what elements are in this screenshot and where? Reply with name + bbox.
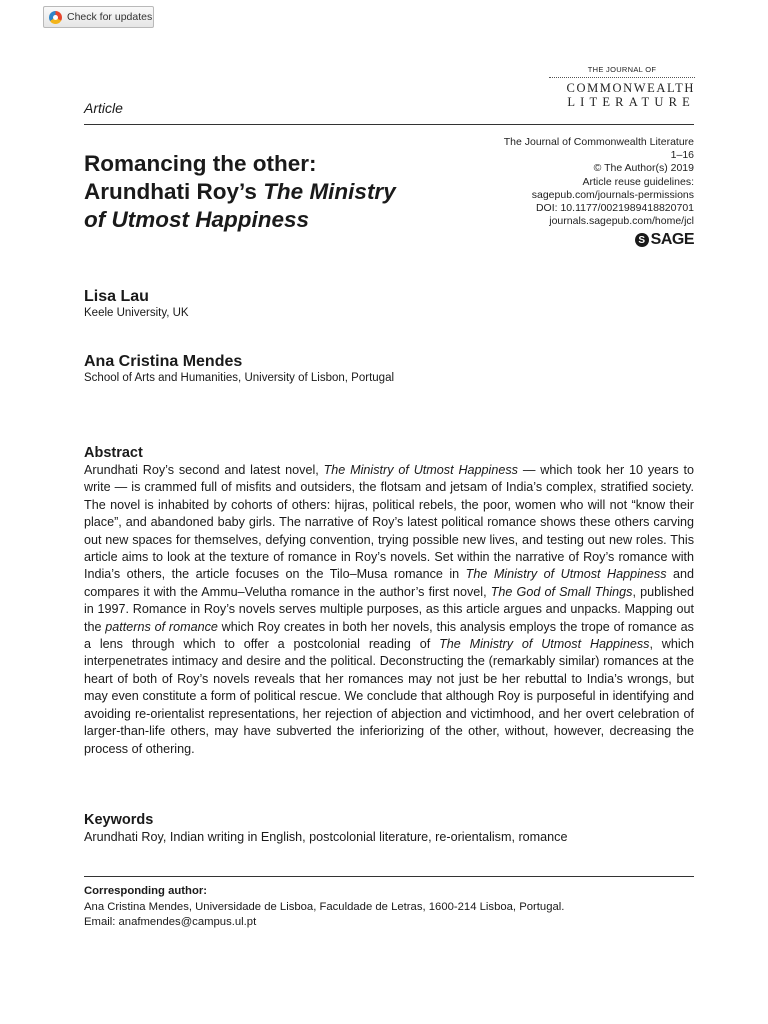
author-name: Lisa Lau xyxy=(84,288,149,305)
abstract-italic: The God of Small Things xyxy=(490,584,633,599)
abstract-seg: Arundhati Roy’s second and latest novel, xyxy=(84,463,324,477)
keywords-section xyxy=(84,812,694,846)
footnote-rule xyxy=(84,876,694,877)
corresponding-author xyxy=(84,884,694,931)
keywords-text: Arundhati Roy, Indian writing in English, postcolonial literature, re-orientalism, romance xyxy=(84,830,568,844)
article-title xyxy=(84,150,484,234)
publisher-name: SAGE xyxy=(650,231,694,248)
publication-metadata xyxy=(434,136,694,228)
abstract-seg: — which took her 10 years to write — is crammed full of misfits and outsiders, the flotsam and jetsam of India’s complex, stratified society. The novel is inhabited by cohorts of others: hijras, political rebels, the poor, women who will not “know their place”, and abandoned baby girls. The narrative of Roy’s latest political romance shows these others carving out new spaces for themselves, defying convention, trying possible new lives, and testing out new roles. This article aims to look at the texture of romance in Roy’s novels. Set within the narrative of Roy’s romance with India’s others, the article focuses on the Tilo–Musa romance in xyxy=(84,463,695,582)
abstract-italic: The Ministry of Utmost Happiness xyxy=(465,567,667,582)
masthead-line1: COMMONWEALTH xyxy=(566,81,695,95)
author-affiliation: Keele University, UK xyxy=(84,307,189,319)
reuse-guidelines: Article reuse guidelines: xyxy=(582,175,694,188)
title-part2: Arundhati Roy’s xyxy=(84,179,264,204)
title-italic2: of Utmost Happiness xyxy=(84,207,310,232)
abstract-text xyxy=(84,462,694,758)
corresponding-address: Ana Cristina Mendes, Universidade de Lisboa, Faculdade de Letras, 1600-214 Lisboa, Portugal. xyxy=(84,900,565,913)
header-rule xyxy=(84,124,694,125)
sage-icon: S xyxy=(635,233,649,247)
abstract-heading: Abstract xyxy=(84,445,143,461)
check-for-updates-button[interactable] xyxy=(43,6,154,28)
abstract-italic: The Ministry of Utmost Happiness xyxy=(323,463,518,477)
permissions-link[interactable]: sagepub.com/journals-permissions xyxy=(531,188,694,201)
journal-masthead xyxy=(535,65,695,109)
crossmark-icon xyxy=(49,11,62,24)
abstract-seg: and compares it with the Ammu–Velutha romance in the author’s first novel, xyxy=(84,567,695,599)
journal-home-link[interactable]: journals.sagepub.com/home/jcl xyxy=(549,215,694,228)
title-part1: Romancing the other: xyxy=(84,151,317,176)
publisher-logo xyxy=(635,231,694,249)
abstract-seg: , published in 1997. Romance in Roy’s novels serves multiple purposes, as this article argues and unpacks. Mapping out the xyxy=(84,584,695,634)
author-block xyxy=(84,353,394,384)
abstract-seg: which Roy creates in both her novels, this analysis employs the trope of romance as a lens through which to offer a postcolonial reading of xyxy=(84,619,694,652)
corresponding-email[interactable]: Email: anafmendes@campus.ul.pt xyxy=(84,916,257,928)
author-affiliation: School of Arts and Humanities, University of Lisbon, Portugal xyxy=(84,372,395,384)
masthead-divider xyxy=(549,77,695,78)
abstract-italic: The Ministry of Utmost Happiness xyxy=(439,637,650,652)
journal-name: The Journal of Commonwealth Literature xyxy=(503,136,694,148)
article-type-label: Article xyxy=(84,100,123,116)
abstract-seg: , which interpenetrates intimacy and desire and the political. Deconstructing the (remarkably similar) romances at the heart of both of Roy’s novels reveals that her romances may not just be her rebuttal to India’s wrongs, but may even constitute a form of political rescue. We conclude that although Roy is purposeful in identifying and avoiding re-orientalist representations, her rejection of abjection and victimhood, and her overt celebration of larger-than-life others, may have subverted the inferiorizing of the other, without, however, decreasing the process of othering. xyxy=(84,637,695,756)
title-italic1: The Ministry xyxy=(263,179,396,204)
corresponding-label: Corresponding author: xyxy=(84,885,208,897)
author-name: Ana Cristina Mendes xyxy=(84,353,243,370)
masthead-small: THE JOURNAL OF xyxy=(587,65,657,74)
masthead-line2: LITERATURE xyxy=(567,95,695,109)
doi[interactable]: DOI: 10.1177/0021989418820701 xyxy=(535,202,694,215)
copyright: © The Author(s) 2019 xyxy=(593,162,694,175)
check-for-updates-label: Check for updates xyxy=(67,11,153,23)
abstract-italic: patterns of romance xyxy=(105,619,218,634)
abstract-section xyxy=(84,445,694,758)
author-block xyxy=(84,288,189,319)
page-range: 1–16 xyxy=(670,149,694,162)
keywords-heading: Keywords xyxy=(84,812,154,828)
